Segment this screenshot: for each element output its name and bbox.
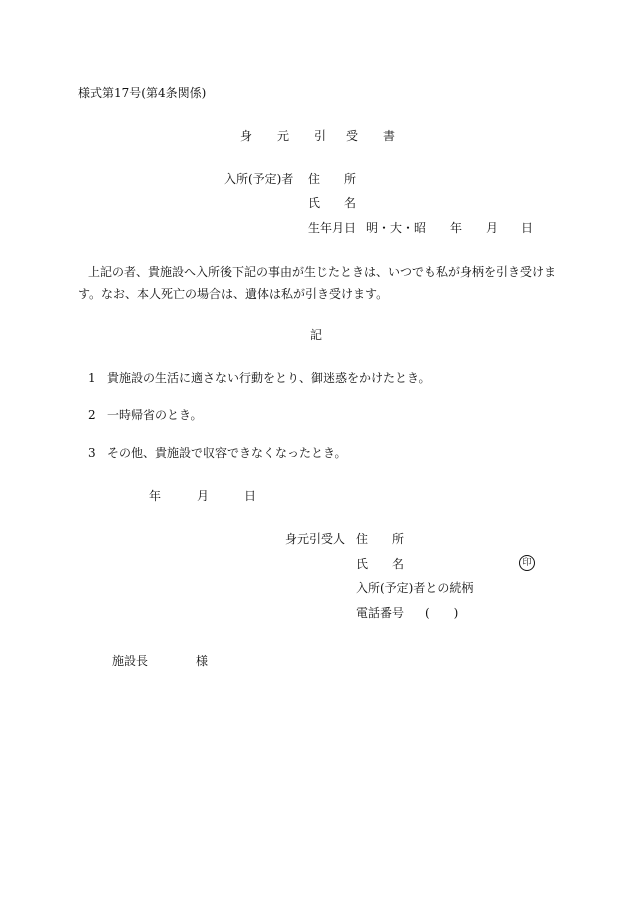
guarantor-phone-label: 電話番号 <box>356 606 405 620</box>
item-number: 2 <box>88 408 96 422</box>
guarantor-name-label: 氏 名 <box>356 557 405 571</box>
resident-name-label: 氏 名 <box>308 196 357 210</box>
resident-label: 入所(予定)者 <box>224 172 294 186</box>
guarantor-label: 身元引受人 <box>285 532 346 546</box>
seal-icon: 印 <box>519 555 535 571</box>
title-char: 元 <box>277 129 290 143</box>
date-day: 日 <box>244 489 257 503</box>
guarantor-phone-paren: ( ) <box>425 606 459 620</box>
date-year: 年 <box>149 489 162 503</box>
resident-birth-label: 生年月日 <box>308 221 357 235</box>
resident-address-label: 住 所 <box>308 172 357 186</box>
title-char: 書 <box>383 129 396 143</box>
item-text: 一時帰省のとき。 <box>107 408 203 422</box>
guarantor-relation-label: 入所(予定)者との続柄 <box>356 581 474 595</box>
resident-birth-day: 日 <box>521 221 534 235</box>
body-paragraph: 上記の者、貴施設へ入所後下記の事由が生じたときは、いつでも私が身柄を引き受けます。なお、本人死亡の場合は、遺体は私が引き受けます。 <box>78 265 557 301</box>
addressee-honorific: 様 <box>196 654 209 668</box>
item-text: その他、貴施設で収容できなくなったとき。 <box>107 446 347 460</box>
item-number: 1 <box>88 371 96 385</box>
title-char: 引 <box>314 129 327 143</box>
title-char: 受 <box>346 129 359 143</box>
guarantor-address-label: 住 所 <box>356 532 405 546</box>
resident-birth-year: 年 <box>450 221 463 235</box>
addressee-title: 施設長 <box>112 654 149 668</box>
item-number: 3 <box>88 446 96 460</box>
form-number: 様式第17号(第4条関係) <box>78 86 207 100</box>
resident-era: 明・大・昭 <box>366 221 427 235</box>
title-char: 身 <box>240 129 253 143</box>
ki-heading: 記 <box>310 328 323 342</box>
resident-birth-month: 月 <box>486 221 499 235</box>
date-month: 月 <box>197 489 210 503</box>
item-text: 貴施設の生活に適さない行動をとり、御迷惑をかけたとき。 <box>107 371 431 385</box>
